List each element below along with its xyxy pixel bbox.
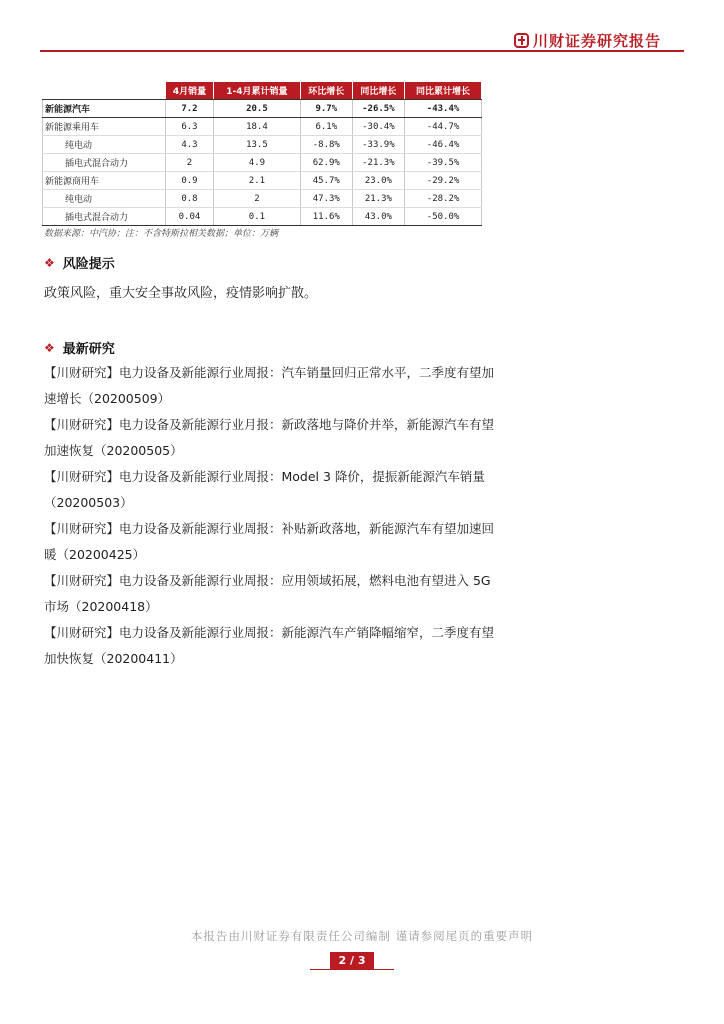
research-list — [44, 360, 494, 672]
brand-logo-icon — [514, 33, 529, 48]
row-label: 纯电动 — [43, 136, 166, 154]
table-row — [43, 154, 482, 172]
table-cell: 0.8 — [166, 190, 214, 208]
table-cell: 21.3% — [352, 190, 404, 208]
table-row — [43, 208, 482, 226]
research-item-link: 【川财研究】电力设备及新能源行业月报：新政落地与降价并举，新能源汽车有望加速恢复（20200505） — [44, 417, 495, 458]
table-cell: 4.9 — [213, 154, 300, 172]
table-source-note: 数据来源：中汽协；注：不含特斯拉相关数据；单位：万辆 — [44, 229, 279, 239]
table-header-cell: 环比增长 — [300, 82, 352, 100]
table-row — [43, 172, 482, 190]
research-item-link: 【川财研究】电力设备及新能源行业周报：Model 3 降价，提振新能源汽车销量（20200503） — [44, 469, 485, 510]
table-cell: 11.6% — [300, 208, 352, 226]
sales-table — [42, 82, 482, 226]
row-label: 插电式混合动力 — [43, 208, 166, 226]
table-cell: 4.3 — [166, 136, 214, 154]
table-cell: -44.7% — [405, 118, 482, 136]
research-title-text: 最新研究 — [62, 342, 115, 357]
footer-disclaimer: 本报告由川财证券有限责任公司编制 谨请参阅尾页的重要声明 — [190, 929, 534, 943]
row-label: 插电式混合动力 — [43, 154, 166, 172]
table-cell: -30.4% — [352, 118, 404, 136]
table-cell: -43.4% — [405, 100, 482, 118]
table-cell: 18.4 — [213, 118, 300, 136]
table-cell: 23.0% — [352, 172, 404, 190]
table-cell: -26.5% — [352, 100, 404, 118]
row-label: 新能源汽车 — [43, 100, 166, 118]
table-cell: 2 — [166, 154, 214, 172]
table-cell: 0.9 — [166, 172, 214, 190]
table-header-cell: 1-4月累计销量 — [213, 82, 300, 100]
page-number-rule — [310, 969, 394, 970]
table-header-cell — [43, 82, 166, 100]
table-cell: 2 — [213, 190, 300, 208]
table-header-cell: 同比增长 — [352, 82, 404, 100]
table-row — [43, 100, 482, 118]
table-cell: 2.1 — [213, 172, 300, 190]
table-cell: -29.2% — [405, 172, 482, 190]
research-section-title — [44, 338, 115, 357]
table-cell: 45.7% — [300, 172, 352, 190]
table-cell: 9.7% — [300, 100, 352, 118]
risk-title-text: 风险提示 — [62, 257, 115, 272]
table-cell: 13.5 — [213, 136, 300, 154]
table-cell: 47.3% — [300, 190, 352, 208]
risk-section-title — [44, 253, 115, 272]
table-cell: -21.3% — [352, 154, 404, 172]
brand-logo — [514, 30, 661, 51]
table-cell: -46.4% — [405, 136, 482, 154]
research-item-link: 【川财研究】电力设备及新能源行业周报：应用领域拓展，燃料电池有望进入 5G 市场（20200418） — [44, 573, 491, 614]
table-header-cell: 4月销量 — [166, 82, 214, 100]
table-cell: 62.9% — [300, 154, 352, 172]
research-item-link: 【川财研究】电力设备及新能源行业周报：补贴新政落地，新能源汽车有望加速回暖（20200425） — [44, 521, 495, 562]
page-number: 2 / 3 — [330, 952, 374, 969]
research-item-link: 【川财研究】电力设备及新能源行业周报：新能源汽车产销降幅缩窄，二季度有望加快恢复（20200411） — [44, 625, 495, 666]
table-cell: -28.2% — [405, 190, 482, 208]
table-cell: -8.8% — [300, 136, 352, 154]
row-label: 纯电动 — [43, 190, 166, 208]
table-cell: 6.3 — [166, 118, 214, 136]
row-label: 新能源乘用车 — [43, 118, 166, 136]
risk-text: 政策风险，重大安全事故风险，疫情影响扩散。 — [44, 286, 318, 301]
diamond-bullet-icon: ❖ — [44, 255, 55, 270]
diamond-bullet-icon: ❖ — [44, 340, 55, 355]
table-cell: 7.2 — [166, 100, 214, 118]
table-cell: 0.04 — [166, 208, 214, 226]
table-cell: 0.1 — [213, 208, 300, 226]
table-cell: -39.5% — [405, 154, 482, 172]
research-item-link: 【川财研究】电力设备及新能源行业周报：汽车销量回归正常水平，二季度有望加速增长（20200509） — [44, 365, 495, 406]
table-cell: 43.0% — [352, 208, 404, 226]
table-row — [43, 190, 482, 208]
table-row — [43, 136, 482, 154]
table-cell: -33.9% — [352, 136, 404, 154]
table-cell: -50.0% — [405, 208, 482, 226]
table-cell: 20.5 — [213, 100, 300, 118]
header-divider — [40, 50, 684, 52]
table-header-cell: 同比累计增长 — [405, 82, 482, 100]
brand-name: 川财证券研究报告 — [533, 32, 662, 50]
table-cell: 6.1% — [300, 118, 352, 136]
table-row — [43, 118, 482, 136]
row-label: 新能源商用车 — [43, 172, 166, 190]
